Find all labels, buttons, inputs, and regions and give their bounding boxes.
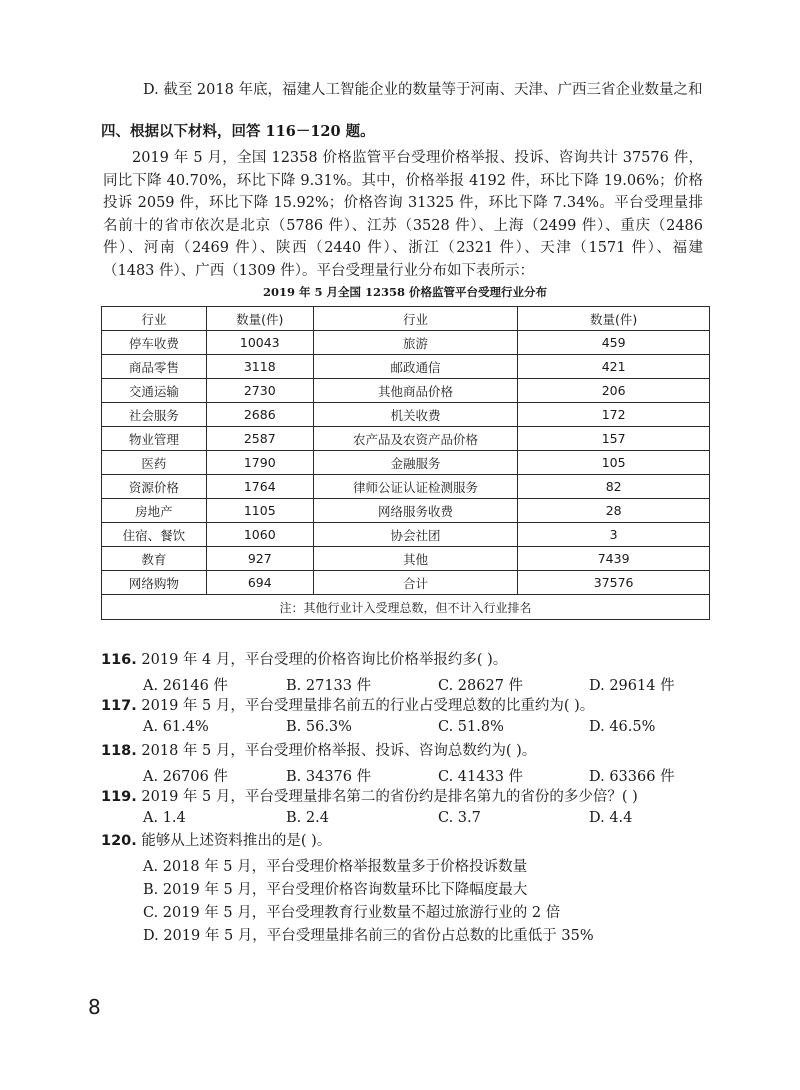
option-b[interactable]: B. 2.4 xyxy=(286,810,329,826)
question-number: 118. xyxy=(101,743,137,759)
table-note-row xyxy=(102,595,710,620)
previous-option-d: D. 截至 2018 年底，福建人工智能企业的数量等于河南、天津、广西三省企业数量之和 xyxy=(143,82,703,98)
option-a[interactable]: A. 1.4 xyxy=(143,810,186,826)
table-caption: 2019 年 5 月全国 12358 价格监管平台受理行业分布 xyxy=(262,285,548,299)
question-number: 117. xyxy=(101,698,137,714)
table-cell: 157 xyxy=(518,427,710,451)
table-cell: 交通运输 xyxy=(102,379,207,403)
table-note: 注：其他行业计入受理总数，但不计入行业排名 xyxy=(102,595,710,620)
table-header-cell: 行业 xyxy=(313,307,518,331)
table-row xyxy=(102,403,710,427)
table-cell: 邮政通信 xyxy=(313,355,518,379)
table-cell: 医药 xyxy=(102,451,207,475)
table-cell: 1105 xyxy=(206,499,313,523)
table-cell: 网络服务收费 xyxy=(313,499,518,523)
table-header-cell: 行业 xyxy=(102,307,207,331)
question-number: 119. xyxy=(101,789,137,805)
question-118 xyxy=(101,741,536,761)
table-cell: 206 xyxy=(518,379,710,403)
table-header-row xyxy=(102,307,710,331)
table-cell: 物业管理 xyxy=(102,427,207,451)
option-c[interactable]: C. 2019 年 5 月，平台受理教育行业数量不超过旅游行业的 2 倍 xyxy=(143,905,561,921)
question-120 xyxy=(101,831,331,851)
question-text: 能够从上述资料推出的是( )。 xyxy=(141,833,332,849)
table-row xyxy=(102,499,710,523)
table-header-cell: 数量(件) xyxy=(206,307,313,331)
table-cell: 82 xyxy=(518,475,710,499)
table-cell: 3 xyxy=(518,523,710,547)
option-a[interactable]: A. 2018 年 5 月，平台受理价格举报数量多于价格投诉数量 xyxy=(143,859,528,875)
option-d[interactable]: D. 46.5% xyxy=(589,719,656,735)
table-cell: 2730 xyxy=(206,379,313,403)
question-119 xyxy=(101,787,638,807)
table-cell: 教育 xyxy=(102,547,207,571)
table-cell: 7439 xyxy=(518,547,710,571)
option-c[interactable]: C. 41433 件 xyxy=(438,769,524,785)
table-cell: 1764 xyxy=(206,475,313,499)
table-row xyxy=(102,427,710,451)
option-c[interactable]: C. 3.7 xyxy=(438,810,481,826)
option-c[interactable]: C. 51.8% xyxy=(438,719,504,735)
section-heading: 四、根据以下材料，回答 116－120 题。 xyxy=(101,123,375,140)
table-cell: 172 xyxy=(518,403,710,427)
passage xyxy=(103,147,703,282)
table-row xyxy=(102,451,710,475)
table-cell: 37576 xyxy=(518,571,710,595)
table-row xyxy=(102,379,710,403)
table-cell: 694 xyxy=(206,571,313,595)
table-cell: 1060 xyxy=(206,523,313,547)
table-row xyxy=(102,523,710,547)
option-b[interactable]: B. 2019 年 5 月，平台受理价格咨询数量环比下降幅度最大 xyxy=(143,882,528,898)
table-row xyxy=(102,571,710,595)
option-d[interactable]: D. 4.4 xyxy=(589,810,633,826)
option-a[interactable]: A. 26146 件 xyxy=(143,678,228,694)
question-text: 2019 年 5 月，平台受理量排名前五的行业占受理总数的比重约为( )。 xyxy=(141,698,595,714)
table-cell: 3118 xyxy=(206,355,313,379)
industry-table xyxy=(101,306,710,620)
option-c[interactable]: C. 28627 件 xyxy=(438,678,524,694)
table-cell: 927 xyxy=(206,547,313,571)
table-row xyxy=(102,547,710,571)
option-a[interactable]: A. 61.4% xyxy=(143,719,209,735)
table-cell: 2686 xyxy=(206,403,313,427)
table-cell: 459 xyxy=(518,331,710,355)
table-cell: 28 xyxy=(518,499,710,523)
question-number: 120. xyxy=(101,833,137,849)
table-cell: 1790 xyxy=(206,451,313,475)
question-text: 2019 年 4 月，平台受理的价格咨询比价格举报约多( )。 xyxy=(141,652,508,668)
table-cell: 金融服务 xyxy=(313,451,518,475)
question-text: 2019 年 5 月，平台受理量排名第二的省份约是排名第九的省份的多少倍？( ) xyxy=(141,789,638,805)
option-d[interactable]: D. 2019 年 5 月，平台受理量排名前三的省份占总数的比重低于 35% xyxy=(143,928,594,944)
table-cell: 商品零售 xyxy=(102,355,207,379)
table-header-cell: 数量(件) xyxy=(518,307,710,331)
table-row xyxy=(102,355,710,379)
option-d[interactable]: D. 29614 件 xyxy=(589,678,675,694)
question-text: 2018 年 5 月，平台受理价格举报、投诉、咨询总数约为( )。 xyxy=(141,743,537,759)
table-cell: 住宿、餐饮 xyxy=(102,523,207,547)
question-number: 116. xyxy=(101,652,137,668)
table-cell: 社会服务 xyxy=(102,403,207,427)
option-b[interactable]: B. 56.3% xyxy=(286,719,352,735)
table-cell: 资源价格 xyxy=(102,475,207,499)
table-cell: 机关收费 xyxy=(313,403,518,427)
table-cell: 房地产 xyxy=(102,499,207,523)
question-117 xyxy=(101,696,594,716)
table-cell: 421 xyxy=(518,355,710,379)
table-cell: 10043 xyxy=(206,331,313,355)
table-cell: 律师公证认证检测服务 xyxy=(313,475,518,499)
option-a[interactable]: A. 26706 件 xyxy=(143,769,228,785)
table-cell: 停车收费 xyxy=(102,331,207,355)
option-d[interactable]: D. 63366 件 xyxy=(589,769,675,785)
table-cell: 网络购物 xyxy=(102,571,207,595)
table-row xyxy=(102,331,710,355)
table-cell: 旅游 xyxy=(313,331,518,355)
table-cell: 2587 xyxy=(206,427,313,451)
page-number: 8 xyxy=(88,995,101,1019)
option-b[interactable]: B. 27133 件 xyxy=(286,678,372,694)
passage-text: 2019 年 5 月，全国 12358 价格监管平台受理价格举报、投诉、咨询共计 37576 件，同比下降 40.70%，环比下降 9.31%。其中，价格举报 4192 件，环比下降 19.06%；价格投诉 2059 件，环比下降 15.92%；价格咨询 31325 件，环比下降 7.34%。平台受理量排名前十的省市依次是北京（5786 件）、江苏（3528 件）、上海（2499 件）、重庆（2486 件）、河南（2469 件）、陕西（2440 件）、浙江（2321 件）、天津（1571 件）、福建（1483 件）、广西（1309 件）。平台受理量行业分布如下表所示： xyxy=(103,150,703,279)
option-b[interactable]: B. 34376 件 xyxy=(286,769,372,785)
table-cell: 其他商品价格 xyxy=(313,379,518,403)
table-row xyxy=(102,475,710,499)
table-cell: 其他 xyxy=(313,547,518,571)
table-cell: 105 xyxy=(518,451,710,475)
question-116 xyxy=(101,650,507,670)
table-cell: 农产品及农资产品价格 xyxy=(313,427,518,451)
table-cell: 协会社团 xyxy=(313,523,518,547)
table-cell: 合计 xyxy=(313,571,518,595)
